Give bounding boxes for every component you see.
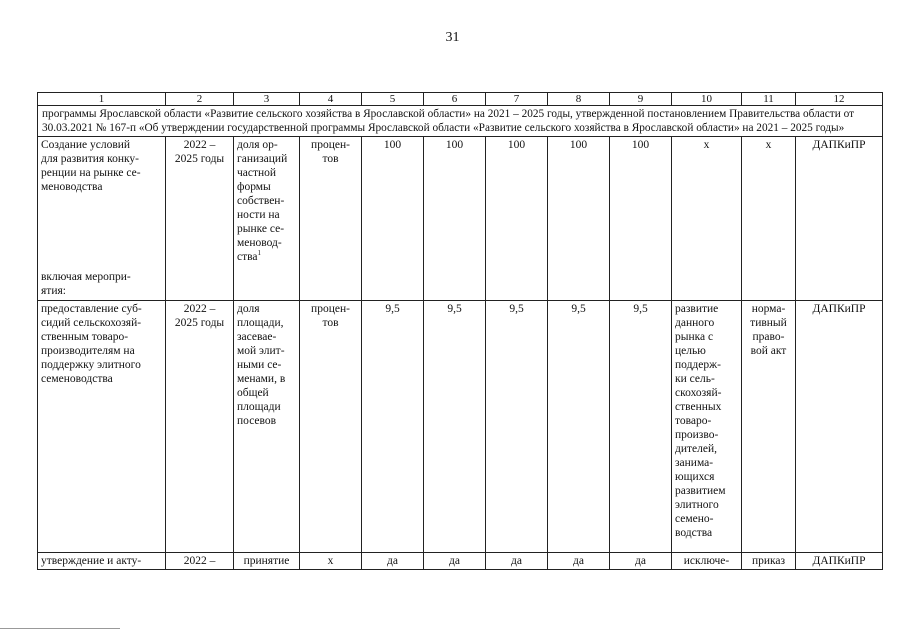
col-num-4: 4 — [300, 93, 362, 106]
footnote-separator — [0, 628, 120, 629]
row2-val-7: 9,5 — [486, 301, 548, 553]
row1-val-9: 100 — [610, 137, 672, 301]
row2-indicator: доля площади, засевае- мой элит- ными се- менами, в общей площади посевов — [234, 301, 300, 553]
col-num-6: 6 — [424, 93, 486, 106]
row3-val-9: да — [610, 553, 672, 570]
row2-legal-act: норма- тивный право- вой акт — [742, 301, 796, 553]
col-num-8: 8 — [548, 93, 610, 106]
col-num-9: 9 — [610, 93, 672, 106]
page-number: 31 — [445, 30, 460, 45]
row2-purpose: развитие данного рынка с целью поддерж- ки сель- скохозяй- ственных товаро- произво- дителей, занима- ющихся развитием элитного семено- водства — [672, 301, 742, 553]
row3-val-8: да — [548, 553, 610, 570]
row1-indicator-text: доля ор- ганизаций частной формы собствен- ности на рынке се- меновод- ства — [237, 139, 288, 263]
row3-executor: ДАПКиПР — [796, 553, 883, 570]
row3-name: утверждение и акту- — [38, 553, 166, 570]
col-num-5: 5 — [362, 93, 424, 106]
row1-including: включая меропри- ятия: — [41, 271, 131, 297]
row2-period: 2022 – 2025 годы — [166, 301, 234, 553]
row2-val-8: 9,5 — [548, 301, 610, 553]
indicators-table — [37, 92, 883, 570]
row3-indicator: принятие — [234, 553, 300, 570]
row3-val-7: да — [486, 553, 548, 570]
col-num-1: 1 — [38, 93, 166, 106]
row2-val-9: 9,5 — [610, 301, 672, 553]
row1-val-8: 100 — [548, 137, 610, 301]
row1-period: 2022 – 2025 годы — [166, 137, 234, 301]
col-num-3: 3 — [234, 93, 300, 106]
row3-col11: приказ — [742, 553, 796, 570]
row3-val-5: да — [362, 553, 424, 570]
col-num-7: 7 — [486, 93, 548, 106]
row1-unit: процен- тов — [300, 137, 362, 301]
row3-val-6: да — [424, 553, 486, 570]
row1-val-7: 100 — [486, 137, 548, 301]
table-row — [38, 553, 883, 570]
row3-unit: х — [300, 553, 362, 570]
column-number-row — [38, 93, 883, 106]
row2-name: предоставление суб- сидий сельскохозяй- ственным товаро- производителям на поддержку элитного семеноводства — [38, 301, 166, 553]
row1-col10: х — [672, 137, 742, 301]
row1-col1 — [38, 137, 166, 301]
footnote-mark: 1 — [257, 249, 262, 258]
program-title-row — [38, 106, 883, 137]
row1-executor: ДАПКиПР — [796, 137, 883, 301]
col-num-12: 12 — [796, 93, 883, 106]
row2-executor: ДАПКиПР — [796, 301, 883, 553]
col-num-10: 10 — [672, 93, 742, 106]
row1-val-5: 100 — [362, 137, 424, 301]
col-num-11: 11 — [742, 93, 796, 106]
program-title: программы Ярославской области «Развитие сельского хозяйства в Ярославской области» на 2021 – 2025 годы, утвержденной постановлением Правительства области от 30.03.2021 № 167-п «Об утверждении государственной программы Ярославской области «Развитие сельского хозяйства в Ярославской области» на 2021 – 2025 годы» — [38, 106, 883, 137]
col-num-2: 2 — [166, 93, 234, 106]
row2-val-6: 9,5 — [424, 301, 486, 553]
row3-col10: исключе- — [672, 553, 742, 570]
row3-period: 2022 – — [166, 553, 234, 570]
row1-val-6: 100 — [424, 137, 486, 301]
row1-indicator — [234, 137, 300, 301]
row1-name: Создание условий для развития конку- ренции на рынке се- меноводства — [41, 139, 141, 193]
table-row — [38, 137, 883, 301]
row2-val-5: 9,5 — [362, 301, 424, 553]
row1-col11: х — [742, 137, 796, 301]
row2-unit: процен- тов — [300, 301, 362, 553]
table-row — [38, 301, 883, 553]
